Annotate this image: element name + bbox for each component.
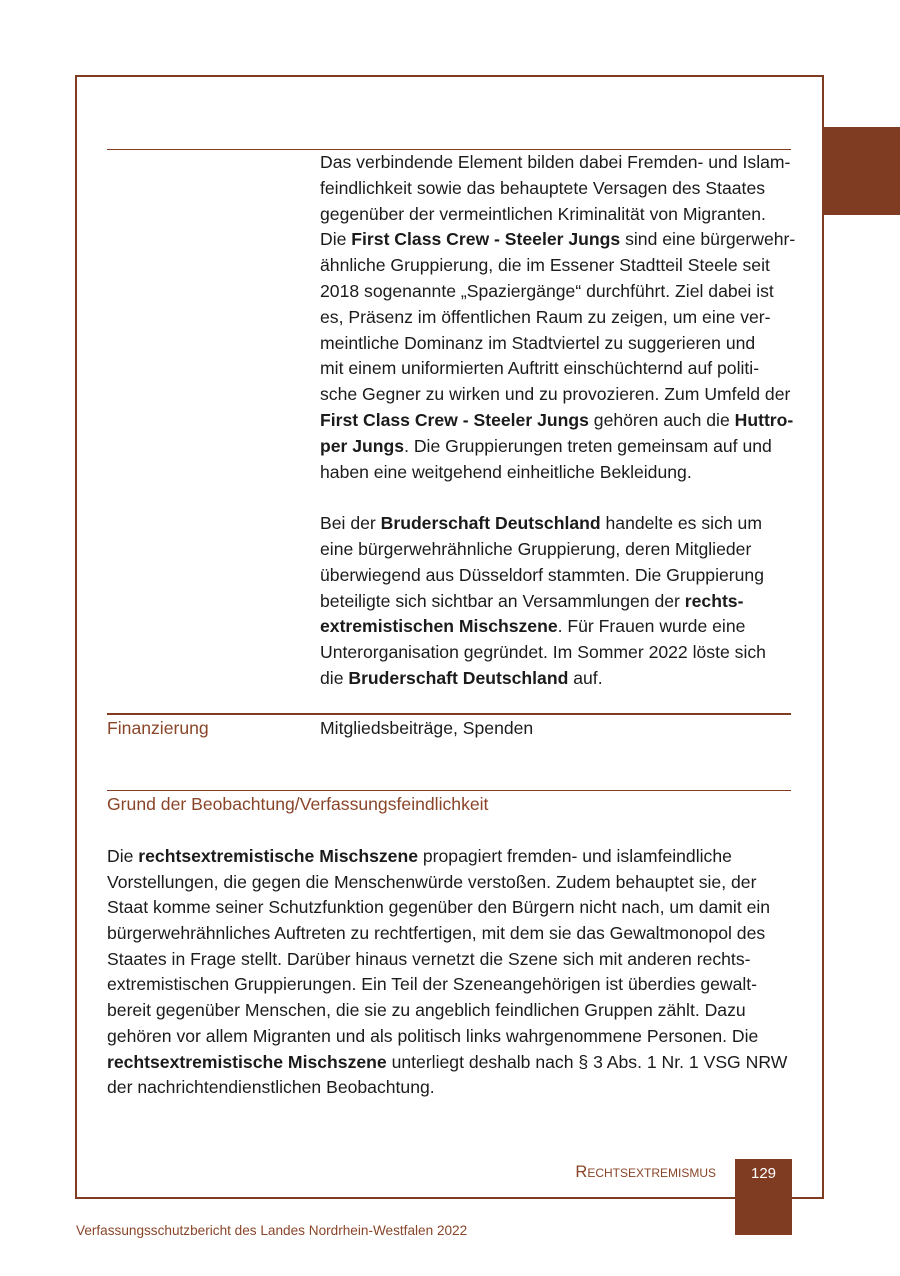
text-run: es, Präsenz im öffentlichen Raum zu zeigen, um eine ver- [320,306,771,327]
divider-section [107,790,791,791]
divider-financing [107,713,791,715]
text-run: extremistischen Gruppierungen. Ein Teil der Szeneangehörigen ist überdies gewalt- [107,974,758,995]
text-run: beteiligte sich sichtbar an Versammlungen der [320,590,685,611]
text-line [320,356,795,382]
text-line [107,1050,787,1076]
page-number: 129 [750,1165,777,1182]
text-line [107,921,787,947]
text-run: . Die Gruppierungen treten gemeinsam auf und [404,435,772,456]
text-line [107,895,787,921]
text-run: der nachrichtendienstlichen Beobachtung. [107,1077,435,1098]
bold-term: Bruderschaft Deutschland [380,513,601,534]
text-line [320,408,795,434]
text-run: bereit gegenüber Menschen, die sie zu angeblich feindlichen Gruppen zählt. Dazu [107,1000,746,1021]
text-line [320,202,795,228]
text-run: bürgerwehrähnliches Auftreten zu rechtfertigen, mit dem sie das Gewaltmonopol des [107,923,766,944]
text-run: Die [320,229,352,250]
text-line [320,434,795,460]
bold-term: extremistischen Mischszene [320,616,558,637]
text-run: sind eine bürgerwehr- [620,229,796,250]
text-run: Die [107,846,139,866]
text-run: feindlichkeit sowie das behauptete Versagen des Staates [320,177,766,198]
text-line [320,460,795,486]
bold-term: rechtsextremistische Mischszene [138,846,418,866]
text-run: Das verbindende Element bilden dabei Fremden- und Islam- [320,152,791,172]
bold-term: Huttro- [734,409,794,430]
text-run: gehören vor allem Migranten und als politisch links wahrgenommene Personen. Die [107,1025,759,1046]
chapter-tab [823,127,900,215]
bold-term: Bruderschaft Deutschland [348,667,569,688]
text-run: Unterorganisation gegründet. Im Sommer 2022 löste sich [320,642,766,663]
text-line [107,1075,787,1101]
text-run: mit einem uniformierten Auftritt einschüchternd auf politi- [320,358,760,379]
text-line [320,666,795,692]
text-line [320,511,795,537]
text-line [320,563,795,589]
text-run: gegenüber der vermeintlichen Kriminalität von Migranten. [320,203,766,224]
text-line [320,640,795,666]
observation-text [107,844,787,1101]
bold-term: First Class Crew - Steeler Jungs [320,409,589,430]
bold-term: rechtsextremistische Mischszene [107,1051,387,1072]
text-run: Bei der [320,513,381,534]
bold-term: First Class Crew - Steeler Jungs [351,229,621,250]
paragraph [320,150,795,485]
text-run: Staates in Frage stellt. Darüber hinaus vernetzt die Szene sich mit anderen rechts- [107,948,751,969]
bold-term: per Jungs [320,435,405,456]
text-line [107,844,787,870]
text-run: handelte es sich um [600,513,762,534]
text-run: unterliegt deshalb nach § 3 Abs. 1 Nr. 1 VSG NRW [386,1051,788,1072]
page-number-badge [735,1159,792,1235]
text-run: die [320,667,349,688]
text-line [320,279,795,305]
group-description [320,150,795,692]
text-run: haben eine weitgehend einheitliche Bekleidung. [320,461,692,482]
text-line [320,305,795,331]
text-line [320,253,795,279]
text-line [320,331,795,357]
financing-label: Finanzierung [107,718,209,738]
text-run: Staat komme seiner Schutzfunktion gegenüber den Bürgern nicht nach, um damit ein [107,897,771,918]
text-line [107,870,787,896]
text-run: auf. [568,667,603,688]
text-run: eine bürgerwehrähnliche Gruppierung, deren Mitglieder [320,538,752,559]
text-line [107,947,787,973]
financing-value: Mitgliedsbeiträge, Spenden [320,718,534,738]
text-run: Vorstellungen, die gegen die Menschenwürde verstoßen. Zudem behauptet sie, der [107,871,757,892]
text-run: . Für Frauen wurde eine [557,616,746,637]
text-run: ähnliche Gruppierung, die im Essener Stadtteil Steele seit [320,255,770,276]
text-line [107,972,787,998]
text-line [320,176,795,202]
chapter-footer-label: Rechtsextremismus [575,1163,716,1181]
text-run: sche Gegner zu wirken und zu provozieren. Zum Umfeld der [320,384,791,405]
publication-title: Verfassungsschutzbericht des Landes Nordrhein-Westfalen 2022 [76,1223,468,1238]
text-run: überwiegend aus Düsseldorf stammten. Die Gruppierung [320,564,764,585]
text-run: propagiert fremden- und islamfeindliche [417,846,732,866]
text-line [320,227,795,253]
paragraph [320,511,795,692]
text-line [107,1024,787,1050]
text-line [320,537,795,563]
text-run: gehören auch die [588,409,735,430]
text-line [320,382,795,408]
text-line [107,998,787,1024]
text-line [320,150,795,176]
text-run: 2018 sogenannte „Spaziergänge“ durchführt. Ziel dabei ist [320,280,774,301]
section-heading: Grund der Beobachtung/Verfassungsfeindlichkeit [107,794,489,814]
text-line [320,589,795,615]
bold-term: rechts- [684,590,744,611]
text-run: meintliche Dominanz im Stadtviertel zu suggerieren und [320,332,756,353]
text-line [320,614,795,640]
